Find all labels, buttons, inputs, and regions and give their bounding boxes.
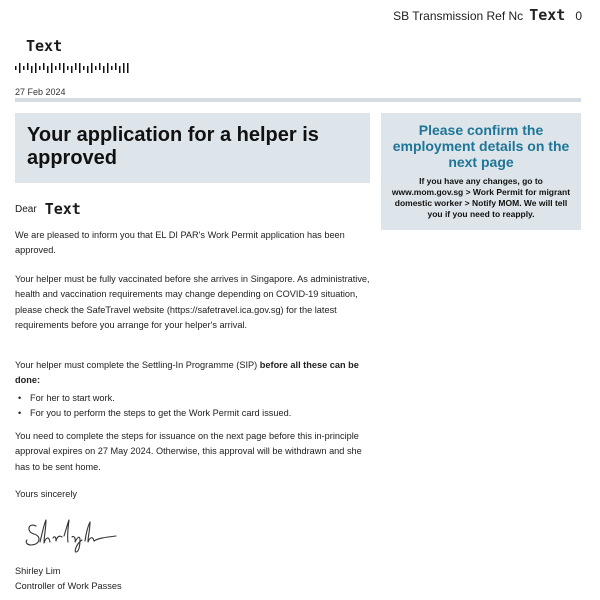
transmission-ref-label: SB Transmission Ref Nc — [393, 9, 524, 23]
recipient-name-redaction: Text — [26, 37, 63, 55]
handwritten-signature — [22, 512, 118, 554]
salutation: Dear — [15, 204, 37, 215]
signatory-name: Shirley Lim — [15, 566, 61, 576]
sip-emphasis: before all these can be done: — [15, 360, 359, 386]
list-item: • For you to perform the steps to get the Work Permit card issued. — [15, 406, 373, 421]
transmission-ref — [393, 6, 582, 24]
expiry-paragraph: You need to complete the steps for issuance on the next page before this in-principle approval expires on 27 May 2024. Otherwise, this approval will be withdrawn and she has to be sent home. — [15, 431, 362, 472]
address-barcode — [15, 63, 131, 73]
header-divider — [15, 98, 581, 102]
approval-paragraph: We are pleased to inform you that EL DI PAR's Work Permit application has been approved. — [15, 230, 345, 256]
sip-list — [15, 391, 373, 422]
transmission-ref-redaction: Text — [529, 6, 566, 24]
list-item: • For her to start work. — [15, 391, 373, 406]
title-banner — [15, 113, 370, 183]
sip-paragraph — [15, 358, 373, 389]
confirm-details-heading: Please confirm the employment details on the next page — [392, 122, 570, 170]
signatory-block — [15, 564, 122, 595]
greeting — [15, 198, 81, 216]
closing-line: Yours sincerely — [15, 489, 77, 499]
signatory-role: Controller of Work Passes — [15, 581, 122, 592]
confirm-details-instructions: If you have any changes, go to www.mom.gov.sg > Work Permit for migrant domestic worker > Notify MOM. We will tell you if you need to reapply. — [391, 176, 571, 219]
sip-intro: Your helper must complete the Settling-In Programme (SIP) — [15, 360, 260, 370]
vaccination-paragraph: Your helper must be fully vaccinated before she arrives in Singapore. As administrative, health and vaccination requirements may change depending on COVID-19 situation, please check the SafeTravel website (https://safetravel.ica.gov.sg) for the latest requirements before you arrange for your helper's arrival. — [15, 274, 370, 331]
transmission-ref-trailing: 0 — [575, 9, 582, 23]
letter-date: 27 Feb 2024 — [15, 87, 66, 97]
confirm-details-panel — [381, 113, 581, 230]
greeting-name-redaction: Text — [44, 200, 81, 218]
sip-section — [15, 358, 373, 422]
page-title: Your application for a helper is approved — [27, 124, 319, 169]
